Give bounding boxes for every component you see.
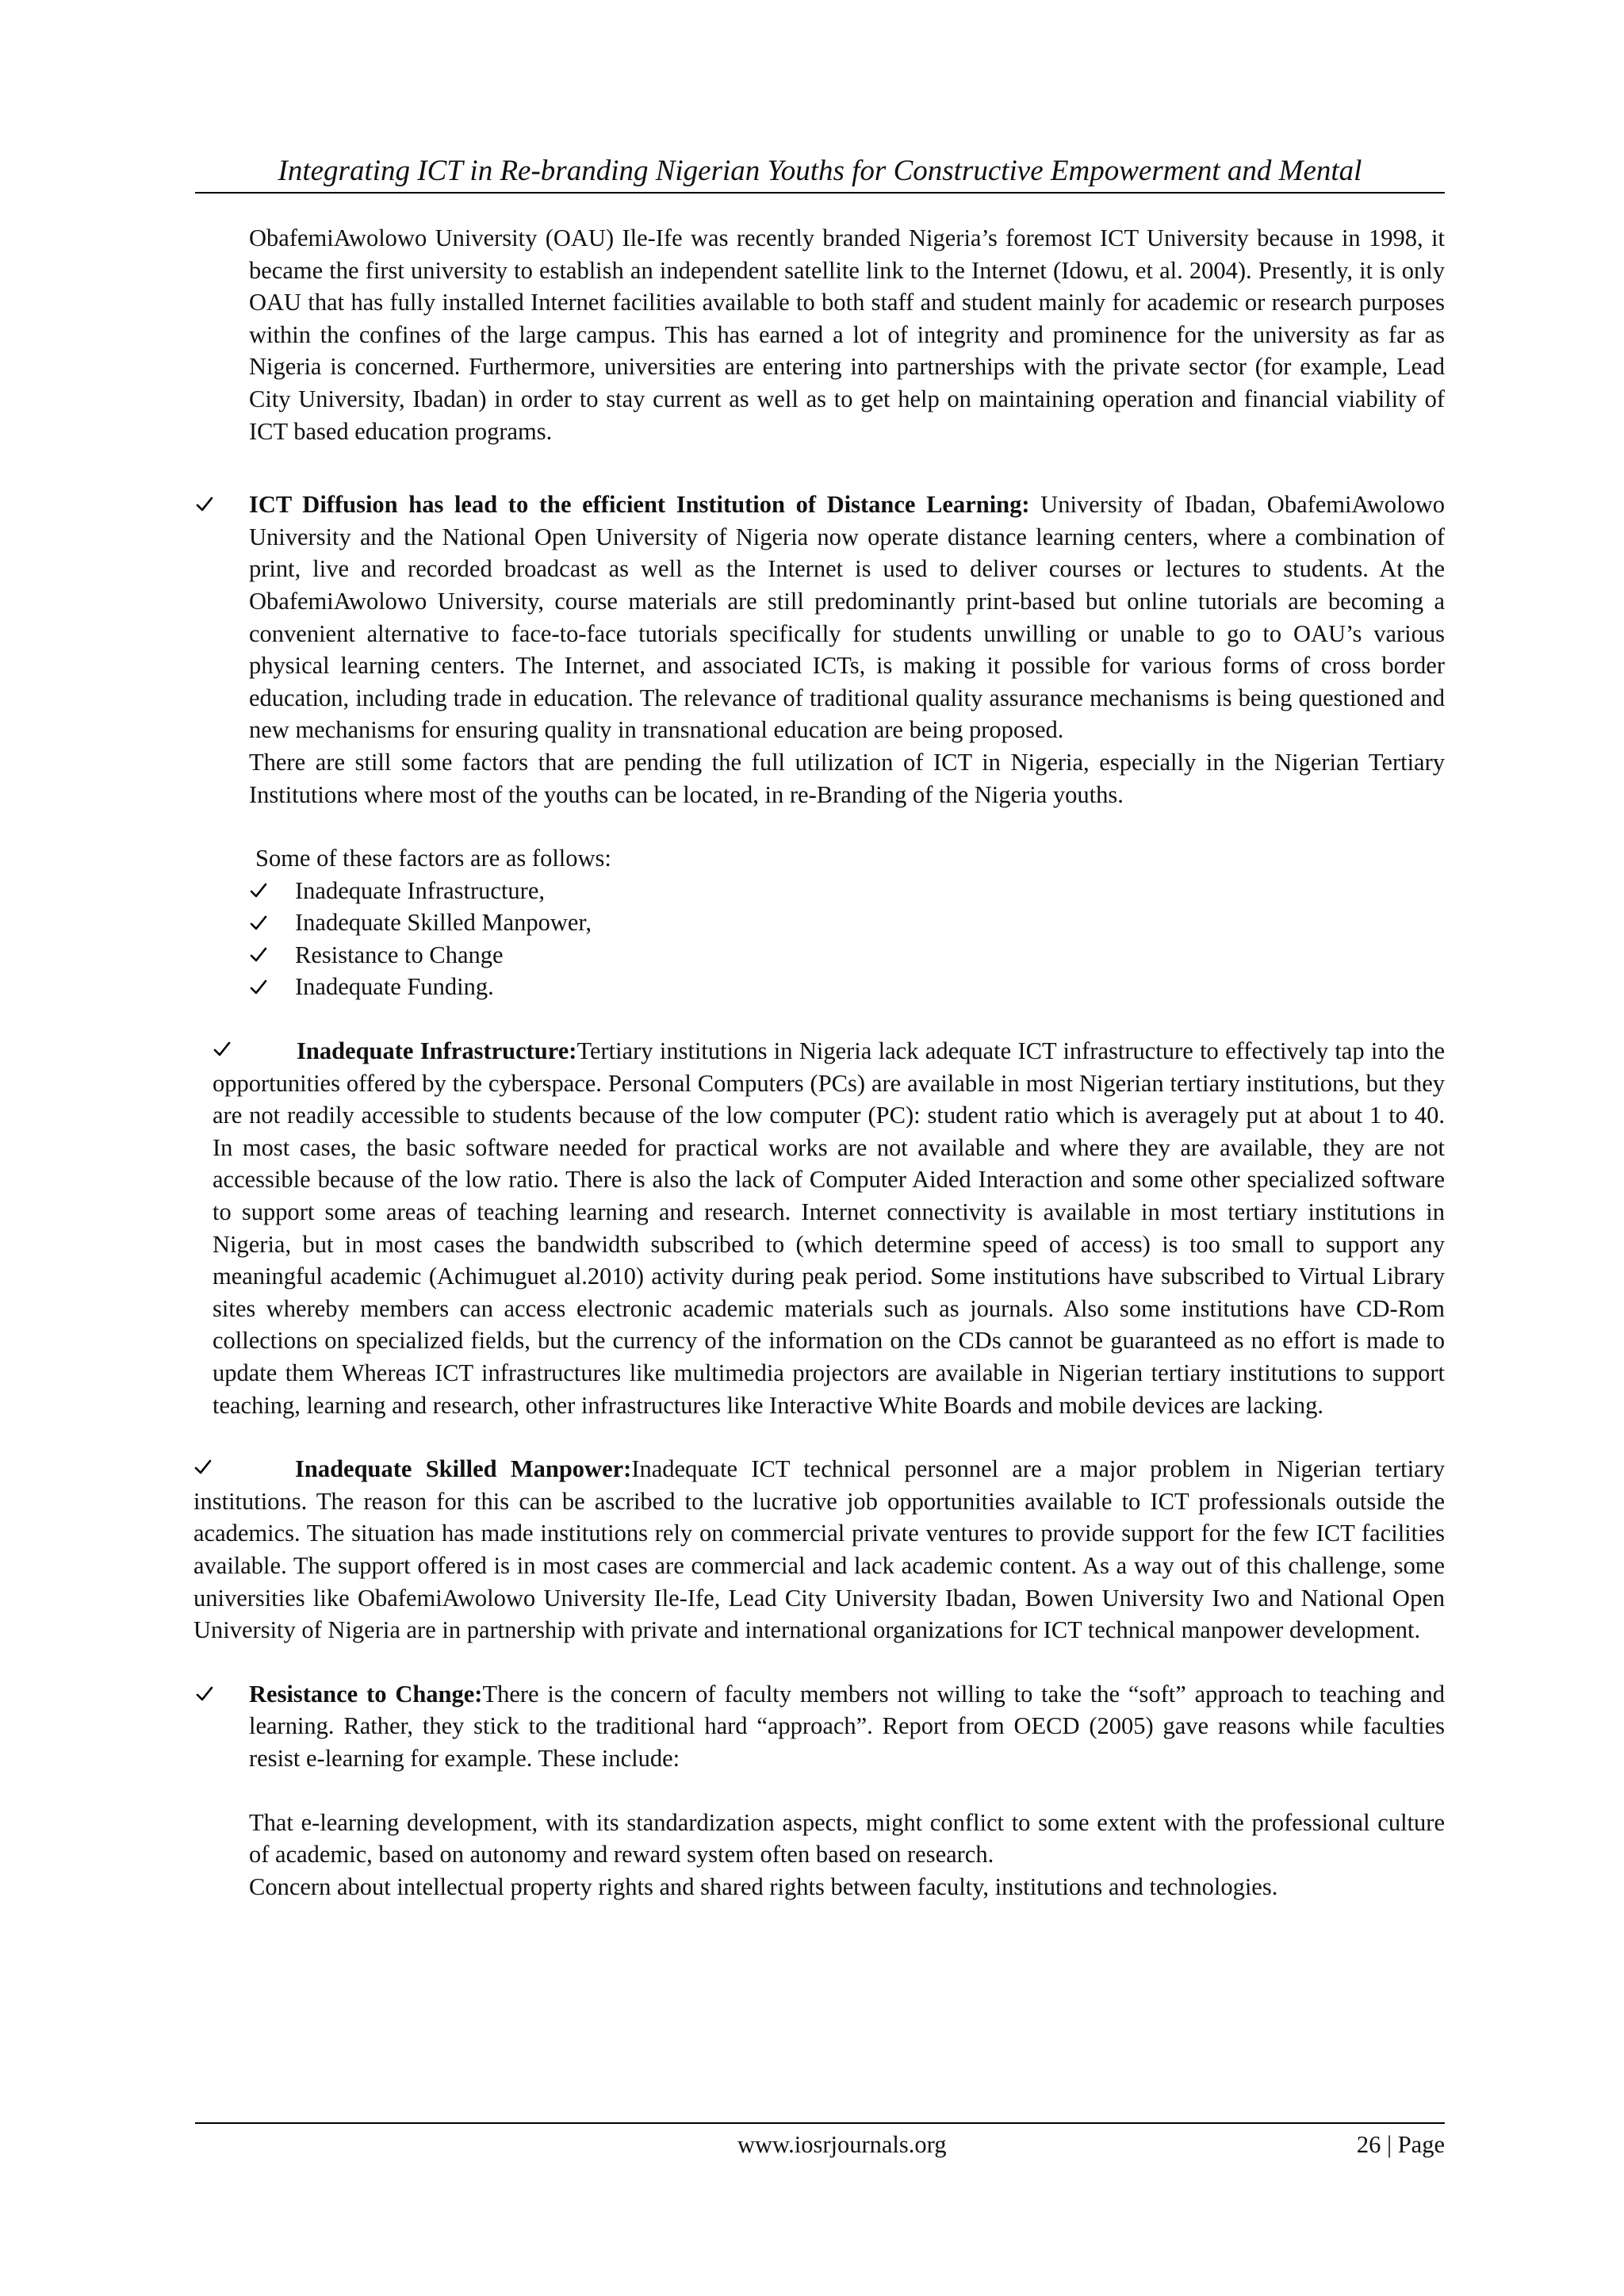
resistance-paragraph — [249, 1678, 1445, 1775]
distance-learning-text: University of Ibadan, ObafemiAwolowo University and the National Open University of Nigeria now operate distance learning centers, where a combination of print, live and recorded broadcast as well as the Internet is used to deliver courses or lectures to students. At the ObafemiAwolowo University, course materials are still predominantly print-based but online tutorials are becoming a convenient alternative to face-to-face tutorials specifically for students unwilling or unable to go to OAU’s various physical learning centers. The Internet, and associated ICTs, is making it possible for various forms of cross border education, including trade in education. The relevance of traditional quality assurance mechanisms is being questioned and new mechanisms for ensuring quality in transnational education are being proposed. — [249, 491, 1445, 744]
section-infrastructure — [195, 1035, 1445, 1421]
footer-rule — [195, 2122, 1445, 2124]
list-item — [243, 907, 1445, 939]
list-item — [243, 939, 1445, 972]
checkmark-icon — [195, 489, 249, 811]
resistance-heading: Resistance to Change: — [249, 1680, 483, 1708]
checkmark-icon — [195, 1678, 249, 1903]
section-skilled-manpower — [193, 1453, 1445, 1646]
elearning-paragraph: That e-learning development, with its standardization aspects, might conflict to some extent with the professional culture of academic, based on autonomy and reward system often based on research. — [249, 1808, 1445, 1869]
paragraph-oau: ObafemiAwolowo University (OAU) Ile-Ife was recently branded Nigeria’s foremost ICT University because in 1998, it became the first university to establish an independent satellite link to the Internet (Idowu, et al. 2004). Presently, it is only OAU that has fully installed Internet facilities available to both staff and student mainly for academic or research purposes within the confines of the large campus. This has earned a lot of integrity and prominence for the university as far as Nigeria is concerned. Furthermore, universities are entering into partnerships with the private sector (for example, Lead City University, Ibadan) in order to stay current as well as to get help on maintaining operation and financial viability of ICT based education programs. — [249, 224, 1445, 445]
distance-learning-heading: ICT Diffusion has lead to the efficient Institution of Distance Learning: — [249, 491, 1030, 519]
list-item — [243, 971, 1445, 1003]
page-body — [195, 222, 1445, 1903]
factors-block — [195, 842, 1445, 875]
running-header: Integrating ICT in Re-branding Nigerian Youths for Constructive Empowerment and Mental — [278, 155, 1362, 187]
checkmark-icon — [243, 881, 295, 900]
section-distance-learning — [195, 489, 1445, 811]
skilled-manpower-heading: Inadequate Skilled Manpower: — [295, 1455, 632, 1483]
header-rule — [195, 192, 1445, 194]
factor-label: Resistance to Change — [295, 941, 504, 968]
checkmark-icon — [243, 978, 295, 997]
factor-label: Inadequate Infrastructure, — [295, 876, 545, 904]
section-resistance — [195, 1678, 1445, 1903]
distance-learning-paragraph — [249, 489, 1445, 746]
factors-list — [195, 875, 1445, 1003]
infrastructure-heading: Inadequate Infrastructure: — [297, 1037, 577, 1065]
list-item — [243, 875, 1445, 907]
pending-factors-paragraph: There are still some factors that are pending the full utilization of ICT in Nigeria, especially in the Nigerian Tertiary Institutions where most of the youths can be located, in re-Branding of the Nigeria youths. — [249, 748, 1445, 808]
resistance-text: There is the concern of faculty members not willing to take the “soft” approach to teaching and learning. Rather, they stick to the traditional hard “approach”. Report from OECD (2005) gave reasons while faculties resist e-learning for example. These include: — [249, 1680, 1445, 1772]
checkmark-icon — [243, 945, 295, 964]
factors-intro: Some of these factors are as follows: — [255, 845, 611, 872]
factor-label: Inadequate Funding. — [295, 973, 494, 1001]
checkmark-icon — [193, 1453, 295, 1485]
factor-label: Inadequate Skilled Manpower, — [295, 909, 592, 937]
journal-website: www.iosrjournals.org — [737, 2131, 947, 2158]
infrastructure-text: Tertiary institutions in Nigeria lack adequate ICT infrastructure to effectively tap into the opportunities offered by the cyberspace. Personal Computers (PCs) are available in most Nigerian tertiary institutions, but they are not readily accessible to students because of the low computer (PC): student ratio which is averagely put at about 1 to 40. In most cases, the basic software needed for practical works are not available and where they are available, they are not accessible because of the low ratio. There is also the lack of Computer Aided Interaction and some other specialized software to support some areas of teaching learning and research. Internet connectivity is available in most tertiary institutions in Nigeria, but in most cases the bandwidth subscribed to (which determine speed of access) is too small to support any meaningful academic (Achimuguet al.2010) activity during peak period. Some institutions have subscribed to Virtual Library sites whereby members can access electronic academic materials such as journals. Also some institutions have CD-Rom collections on specialized fields, but the currency of the information on the CDs cannot be guaranteed as no effort is made to update them Whereas ICT infrastructures like multimedia projectors are available in Nigerian tertiary institutions to support teaching, learning and research, other infrastructures like Interactive White Boards and mobile devices are lacking. — [213, 1037, 1445, 1419]
ip-rights-paragraph: Concern about intellectual property rights and shared rights between faculty, institutions and technologies. — [249, 1872, 1278, 1900]
checkmark-icon — [213, 1035, 297, 1068]
page-number: 26 | Page — [1356, 2131, 1445, 2158]
skilled-manpower-text: Inadequate ICT technical personnel are a major problem in Nigerian tertiary institutions. The reason for this can be ascribed to the lucrative job opportunities available to ICT professionals outside the academics. The situation has made institutions rely on commercial private ventures to provide support for the few ICT facilities available. The support offered is in most cases are commercial and lack academic content. As a way out of this challenge, some universities like ObafemiAwolowo University Ile-Ife, Lead City University Ibadan, Bowen University Iwo and National Open University of Nigeria are in partnership with private and international organizations for ICT technical manpower development. — [193, 1455, 1446, 1644]
checkmark-icon — [243, 914, 295, 933]
